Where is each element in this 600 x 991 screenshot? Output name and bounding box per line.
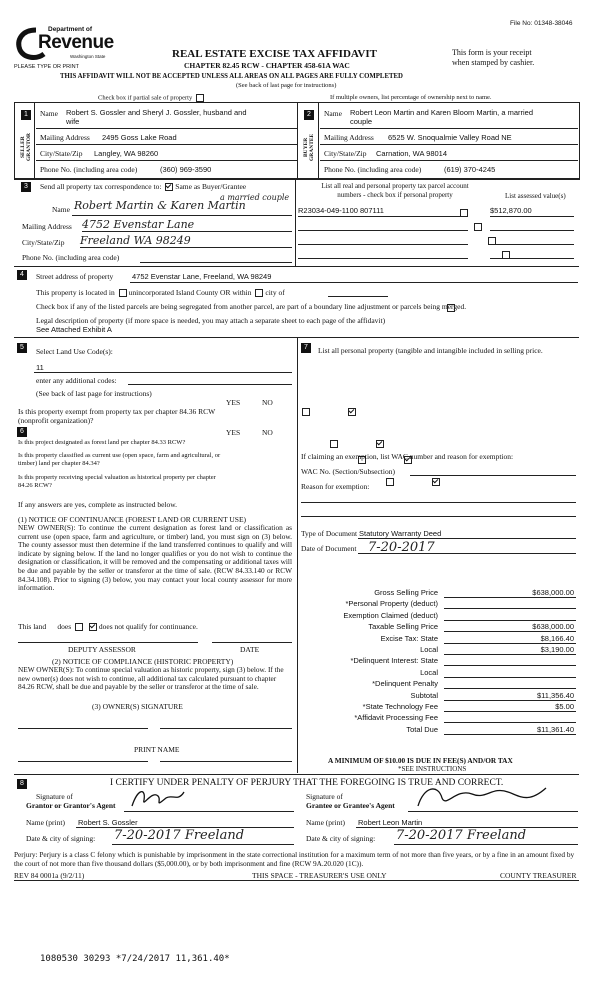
grantor-date-label: Date & city of signing: <box>26 834 96 843</box>
forest-no-checkbox[interactable] <box>376 440 384 448</box>
city-checkbox[interactable] <box>255 289 263 297</box>
see-back-note: (See back of last page for instructions) <box>236 82 337 89</box>
tax-row-label: Total Due <box>406 724 438 734</box>
doc-type-value[interactable]: Statutory Warranty Deed <box>359 529 442 538</box>
grantee-name-label: Name (print) <box>306 818 345 827</box>
s5-yes-header: YES <box>226 398 241 407</box>
multiple-owners-note: If multiple owners, list percentage of ownership next to name. <box>330 94 492 101</box>
legal-value[interactable]: See Attached Exhibit A <box>36 325 112 334</box>
deputy-assessor-label: DEPUTY ASSESSOR <box>68 645 136 654</box>
tax-row-label: *Personal Property (deduct) <box>345 599 438 609</box>
seller-mailing-value[interactable]: 2495 Goss Lake Road <box>102 133 177 142</box>
parcel-personal-checkbox-4[interactable] <box>502 251 510 259</box>
notice2-title: (2) NOTICE OF COMPLIANCE (HISTORIC PROPERTY) <box>52 657 234 666</box>
buyer-city-label: City/State/Zip <box>324 149 367 158</box>
s5-no-header: NO <box>262 398 273 407</box>
seller-phone-label: Phone No. (including area code) <box>40 165 138 174</box>
tax-phone-label: Phone No. (including area code) <box>22 253 120 262</box>
owner-signature-label: (3) OWNER(S) SIGNATURE <box>92 702 183 711</box>
tax-row-value[interactable]: $11,356.40 <box>537 690 574 700</box>
tax-mailing-label: Mailing Address <box>22 222 72 231</box>
exemption-reason-label: Reason for exemption: <box>301 482 370 491</box>
seller-city-value[interactable]: Langley, WA 98260 <box>94 149 159 158</box>
dor-logo-state: Washington State <box>70 54 106 59</box>
section-8-number: 8 <box>17 779 27 789</box>
segregated-line: Check box if any of the listed parcels are being segregated from another parcel, are part of a boundary line adjustment or parcels being merged. <box>36 302 467 311</box>
location-line: This property is located in unincorporated Island County OR within city of <box>36 288 285 297</box>
exempt-no-checkbox[interactable] <box>348 408 356 416</box>
tax-row-value[interactable]: $638,000.00 <box>532 622 574 632</box>
tax-city-label: City/State/Zip <box>22 238 65 247</box>
current-use-question: Is this property classified as current use (open space, farm and agricultural, or timber) land per chapter 84.34? <box>18 452 221 467</box>
assessed-value-1[interactable]: $512,870.00 <box>490 206 532 215</box>
continuance-line: This land does does not qualify for continuance. <box>18 622 198 631</box>
partial-sale-label: Check box if partial sale of property <box>98 94 206 102</box>
grantee-name-value[interactable]: Robert Leon Martin <box>358 818 423 827</box>
grantee-date-label: Date & city of signing: <box>306 834 376 843</box>
grantor-agent-label: Grantor or Grantor's Agent <box>26 801 116 810</box>
personal-property-label: List all personal property (tangible and intangible included in selling price. <box>318 346 543 355</box>
tax-row-label: *State Technology Fee <box>362 702 438 711</box>
tax-row-value[interactable]: $638,000.00 <box>532 588 574 597</box>
form-revision: REV 84 0001a (9/2/11) <box>14 871 85 880</box>
seller-name-line1[interactable]: Robert S. Gossler and Sheryl J. Gossler, husband and <box>66 108 247 117</box>
treasurer-use-note: THIS SPACE - TREASURER'S USE ONLY <box>252 871 387 880</box>
land-use-value[interactable]: 11 <box>36 363 44 372</box>
grantee-date-handwritten[interactable]: 7-20-2017 Freeland <box>396 828 527 843</box>
tax-row-label: Gross Selling Price <box>374 588 438 597</box>
parcel-personal-checkbox-1[interactable] <box>460 209 468 217</box>
tax-row-label: *Delinquent Penalty <box>372 679 438 689</box>
buyer-name-label: Name <box>324 109 342 118</box>
unincorporated-checkbox[interactable] <box>119 289 127 297</box>
seller-phone-value[interactable]: (360) 969-3590 <box>160 165 212 174</box>
section-2-number: 2 <box>304 110 314 120</box>
land-use-see-back: (See back of last page for instructions) <box>36 389 152 398</box>
exempt-yes-checkbox[interactable] <box>302 408 310 416</box>
seller-name-line2[interactable]: wife <box>66 117 80 126</box>
tax-row-label: *Delinquent Interest: State <box>350 656 438 666</box>
same-as-buyer-checkbox[interactable] <box>165 183 173 191</box>
doc-type-label: Type of Document <box>301 529 358 538</box>
seller-mailing-label: Mailing Address <box>40 133 90 142</box>
tax-row-label: Subtotal <box>410 690 438 700</box>
buyer-side-label: BUYER GRANTEE <box>303 133 315 161</box>
assessed-header: List assessed value(s) <box>505 192 566 200</box>
any-yes-note: If any answers are yes, complete as instructed below. <box>18 500 178 509</box>
grantor-name-value[interactable]: Robert S. Gossler <box>78 818 138 827</box>
send-correspondence: Send all property tax correspondence to: Same as Buyer/Grantee <box>40 182 247 191</box>
see-instructions-note: *SEE INSTRUCTIONS <box>398 765 467 773</box>
grantor-name-label: Name (print) <box>26 818 65 827</box>
form-title: REAL ESTATE EXCISE TAX AFFIDAVIT <box>172 48 377 60</box>
does-not-checkbox[interactable] <box>89 623 97 631</box>
tax-city-handwritten[interactable]: Freeland WA 98249 <box>80 234 191 247</box>
tax-row-label: *Affidavit Processing Fee <box>354 713 438 723</box>
parcel-header: List all real and personal property tax parcel account numbers - check box if personal property <box>321 182 469 199</box>
receipt-note-1: This form is your receipt <box>452 48 532 57</box>
buyer-mailing-label: Mailing Address <box>324 133 374 142</box>
buyer-name-line1[interactable]: Robert Leon Martin and Karen Bloom Martin, a married <box>350 108 534 117</box>
dor-logo-wordmark: Revenue <box>38 32 114 53</box>
tax-row-value[interactable]: $11,361.40 <box>537 724 574 734</box>
street-value[interactable]: 4752 Evenstar Lane, Freeland, WA 98249 <box>132 272 272 281</box>
buyer-name-line2[interactable]: couple <box>350 117 373 126</box>
grantee-agent-label: Grantee or Grantee's Agent <box>306 801 395 810</box>
seller-side-label: SELLER GRANTOR <box>20 133 32 162</box>
buyer-phone-value[interactable]: (619) 370-4245 <box>444 165 496 174</box>
grantee-signature-icon <box>412 780 552 812</box>
parcel-number-1[interactable]: R23034-049-1100 807111 <box>298 206 384 215</box>
forest-yes-checkbox[interactable] <box>330 440 338 448</box>
parcel-personal-checkbox-3[interactable] <box>488 237 496 245</box>
tax-row-label: Excise Tax: State <box>380 633 438 643</box>
form-chapter: CHAPTER 82.45 RCW - CHAPTER 458-61A WAC <box>184 61 350 70</box>
section-4-number: 4 <box>17 270 27 280</box>
street-label: Street address of property <box>36 272 114 281</box>
cashier-stamp: 1080530 30293 *7/24/2017 11,361.40* <box>40 954 230 964</box>
buyer-phone-label: Phone No. (including area code) <box>324 165 422 174</box>
additional-codes-label: enter any additional codes: <box>36 376 117 385</box>
grantor-sig-of: Signature of <box>36 792 73 801</box>
historic-question: Is this property receiving special valuation as historical property per chapter 84.26 RCW? <box>18 474 216 489</box>
perjury-note: Perjury: Perjury is a class C felony which is punishable by imprisonment in the state correctional institution for a maximum term of not more than five years, or by a fine in an amount fixed by the court of not more than five thousand dollars ($5,000.00), or by both imprisonment and fine (RCW 9A.20.020 (1C)). <box>14 850 575 868</box>
historic-no-checkbox[interactable] <box>432 478 440 486</box>
notice2-body: NEW OWNER(S): To continue special valuation as historic property, sign (3) below. If the new owner(s) does not wish to continue, all additional tax calculated pursuant to chapter 84.26 RCW, shall be due and payable by the seller or transferor at the time of sale. <box>18 665 284 692</box>
doc-date-label: Date of Document <box>301 544 357 553</box>
tax-row-label: Taxable Selling Price <box>368 622 438 632</box>
file-number: File No: 01348-38046 <box>510 20 573 27</box>
print-name-label: PRINT NAME <box>134 745 180 754</box>
section-3-number: 3 <box>21 182 31 192</box>
tax-row-value[interactable]: $3,190.00 <box>540 645 574 654</box>
certify-statement: I CERTIFY UNDER PENALTY OF PERJURY THAT THE FOREGOING IS TRUE AND CORRECT. <box>110 778 504 788</box>
forest-question: Is this project designated as forest land per chapter 84.33 RCW? <box>18 439 186 446</box>
county-treasurer-label: COUNTY TREASURER <box>500 871 577 880</box>
section-7-number: 7 <box>301 343 311 353</box>
dor-logo-line1: Department of <box>48 26 93 33</box>
dor-logo <box>14 24 124 64</box>
section-6-number: 6 <box>17 427 27 437</box>
parcel-personal-checkbox-2[interactable] <box>474 223 482 231</box>
tax-name-handwritten-note: a married couple <box>220 193 290 202</box>
warning-line: THIS AFFIDAVIT WILL NOT BE ACCEPTED UNLESS ALL AREAS ON ALL PAGES ARE FULLY COMPLETED <box>60 73 403 80</box>
buyer-mailing-value[interactable]: 6525 W. Snoqualmie Valley Road NE <box>388 133 512 142</box>
receipt-note-2: when stamped by cashier. <box>452 58 535 67</box>
deputy-date-label: DATE <box>240 645 260 654</box>
grantor-date-handwritten[interactable]: 7-20-2017 Freeland <box>114 828 245 843</box>
s6-yes-header: YES <box>226 428 241 437</box>
exemption-label: If claiming an exemption, list WAC number and reason for exemption: <box>301 452 514 461</box>
tax-row-value[interactable]: $5.00 <box>555 702 574 711</box>
segregated-checkbox[interactable] <box>447 304 455 312</box>
exempt-question: Is this property exempt from property tax per chapter 84.36 RCW (nonprofit organization)? <box>18 407 216 425</box>
minimum-fee-note: A MINIMUM OF $10.00 IS DUE IN FEE(S) AND/OR TAX <box>328 756 513 765</box>
tax-mailing-handwritten[interactable]: 4752 Evenstar Lane <box>82 218 195 231</box>
buyer-city-value[interactable]: Carnation, WA 98014 <box>376 149 448 158</box>
legal-label: Legal description of property (if more space is needed, you may attach a separate sheet to each page of the affidavit) <box>36 316 386 325</box>
section-5-number: 5 <box>17 343 27 353</box>
seller-name-label: Name <box>40 109 58 118</box>
tax-name-handwritten[interactable]: Robert Martin & Karen Martin <box>74 199 246 212</box>
section-1-number: 1 <box>21 110 31 120</box>
tax-row-label: Exemption Claimed (deduct) <box>343 610 438 620</box>
does-checkbox[interactable] <box>75 623 83 631</box>
tax-row-label: Local <box>420 645 438 654</box>
notice1-body: NEW OWNER(S): To continue the current designation as forest land or classification as current use (open space, farm and agriculture, or timber) land, you must sign on (3) below. The county assessor must then determine if the land transferred continues to qualify and will indicate by signing below. If the land no longer qualifies or you do not wish to continue the designation or classification, it will be removed and the compensating or additional taxes will be due and payable by the seller or transferor at the time of sale. (RCW 84.33.140 or RCW 84.34.108). Prior to signing (3) below, you may contact your local county assessor for more information. <box>18 523 292 593</box>
please-type-note: PLEASE TYPE OR PRINT <box>14 64 80 70</box>
partial-sale-checkbox[interactable] <box>196 94 204 102</box>
wac-label: WAC No. (Section/Subsection) <box>301 467 395 476</box>
grantor-signature-icon <box>128 786 188 812</box>
tax-row-value[interactable]: $8,166.40 <box>540 633 574 643</box>
notice1-title: (1) NOTICE OF CONTINUANCE (FOREST LAND OR CURRENT USE) <box>18 515 247 524</box>
seller-city-label: City/State/Zip <box>40 149 83 158</box>
tax-name-label: Name <box>52 205 70 214</box>
grantee-sig-of: Signature of <box>306 792 343 801</box>
s6-no-header: NO <box>262 428 273 437</box>
tax-row-label: Local <box>420 667 438 677</box>
historic-yes-checkbox[interactable] <box>386 478 394 486</box>
doc-date-handwritten[interactable]: 7-20-2017 <box>368 540 435 555</box>
land-use-label: Select Land Use Code(s): <box>36 347 113 356</box>
